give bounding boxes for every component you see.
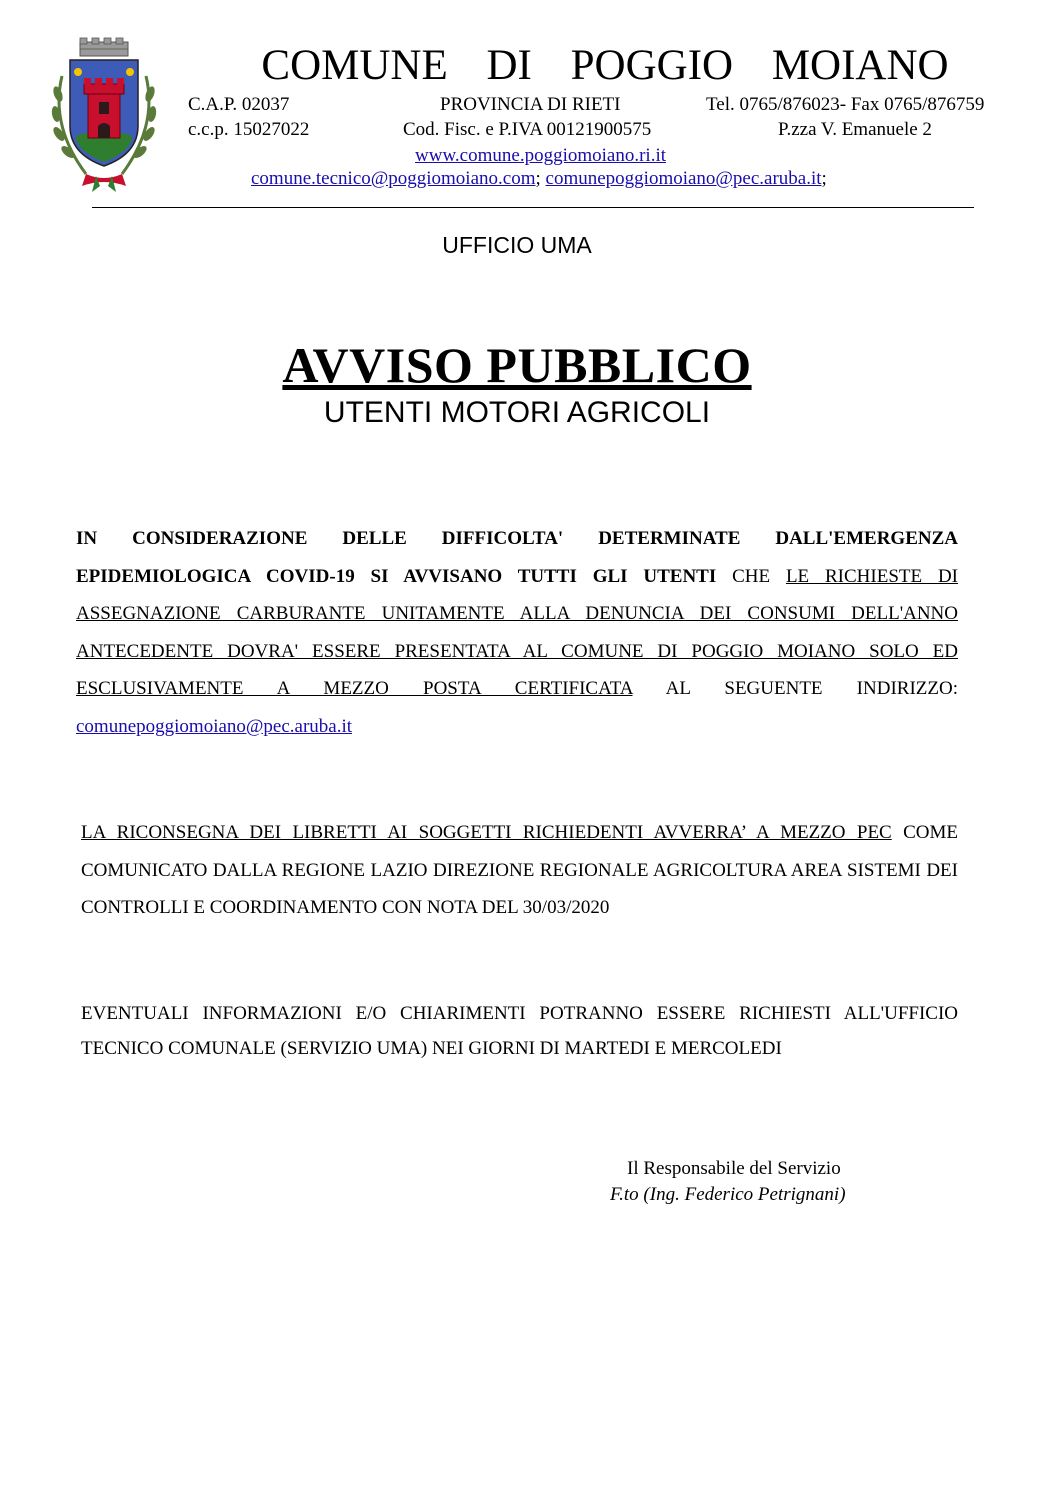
email-line	[251, 167, 827, 191]
header-divider	[92, 207, 974, 208]
paragraph-return-booklets	[81, 814, 958, 927]
notice-subtitle: UTENTI MOTORI AGRICOLI	[323, 396, 711, 429]
email-tecnico-link[interactable]: comune.tecnico@poggiomoiano.com	[251, 168, 536, 189]
email-end: ;	[821, 168, 827, 189]
paragraph1-underlined: LE RICHIESTE DI ASSEGNAZIONE CARBURANTE UNITAMENTE ALLA DENUNCIA DEI CONSUMI DELL'ANNO ANTECEDENTE DOVRA' ESSERE PRESENTATA AL COMUNE DI POGGIO MOIANO SOLO ED ESCLUSIVAMENTE A MEZZO POSTA CERTIFICATA	[76, 565, 959, 699]
postal-code: C.A.P. 02037	[188, 94, 290, 115]
paragraph1-tail: AL SEGUENTE INDIRIZZO:	[632, 678, 958, 699]
email-pec-link[interactable]: comunepoggiomoiano@pec.aruba.it	[545, 168, 822, 189]
tax-code: Cod. Fisc. e P.IVA 00121900575	[403, 119, 652, 140]
paragraph1-bold: IN CONSIDERAZIONE DELLE DIFFICOLTA' DETERMINATE DALL'EMERGENZA EPIDEMIOLOGICA COVID-19 SI AVVISANO TUTTI GLI UTENTI	[76, 528, 958, 587]
paragraph-covid-notice	[76, 520, 958, 745]
paragraph2-rest: COME COMUNICATO DALLA REGIONE LAZIO DIREZIONE REGIONALE AGRICOLTURA AREA SISTEMI DEI CONTROLLI E COORDINAMENTO CON NOTA DEL 30/03/2020	[81, 822, 959, 918]
notice-title: AVVISO PUBBLICO	[282, 337, 752, 393]
municipality-title: COMUNE DI POGGIO MOIANO	[261, 42, 949, 89]
postal-account: c.c.p. 15027022	[188, 119, 310, 140]
signature-role: Il Responsabile del Servizio	[627, 1158, 841, 1179]
signature-name: F.to (Ing. Federico Petrignani)	[610, 1184, 846, 1205]
phone-fax: Tel. 0765/876023- Fax 0765/876759	[706, 94, 985, 115]
website-link[interactable]: www.comune.poggiomoiano.ri.it	[415, 145, 667, 166]
paragraph-information: EVENTUALI INFORMAZIONI E/O CHIARIMENTI POTRANNO ESSERE RICHIESTI ALL'UFFICIO TECNICO COMUNALE (SERVIZIO UMA) NEI GIORNI DI MARTEDI E MERCOLEDI	[81, 1003, 958, 1059]
address: P.zza V. Emanuele 2	[778, 119, 932, 140]
office-name: UFFICIO UMA	[442, 232, 592, 258]
province: PROVINCIA DI RIETI	[440, 94, 621, 115]
pec-email-link[interactable]: comunepoggiomoiano@pec.aruba.it	[76, 715, 353, 737]
paragraph2-underlined: LA RICONSEGNA DEI LIBRETTI AI SOGGETTI RICHIEDENTI AVVERRA’ A MEZZO PEC	[81, 822, 892, 843]
email-separator: ;	[535, 168, 541, 189]
paragraph1-che: CHE	[716, 565, 786, 587]
